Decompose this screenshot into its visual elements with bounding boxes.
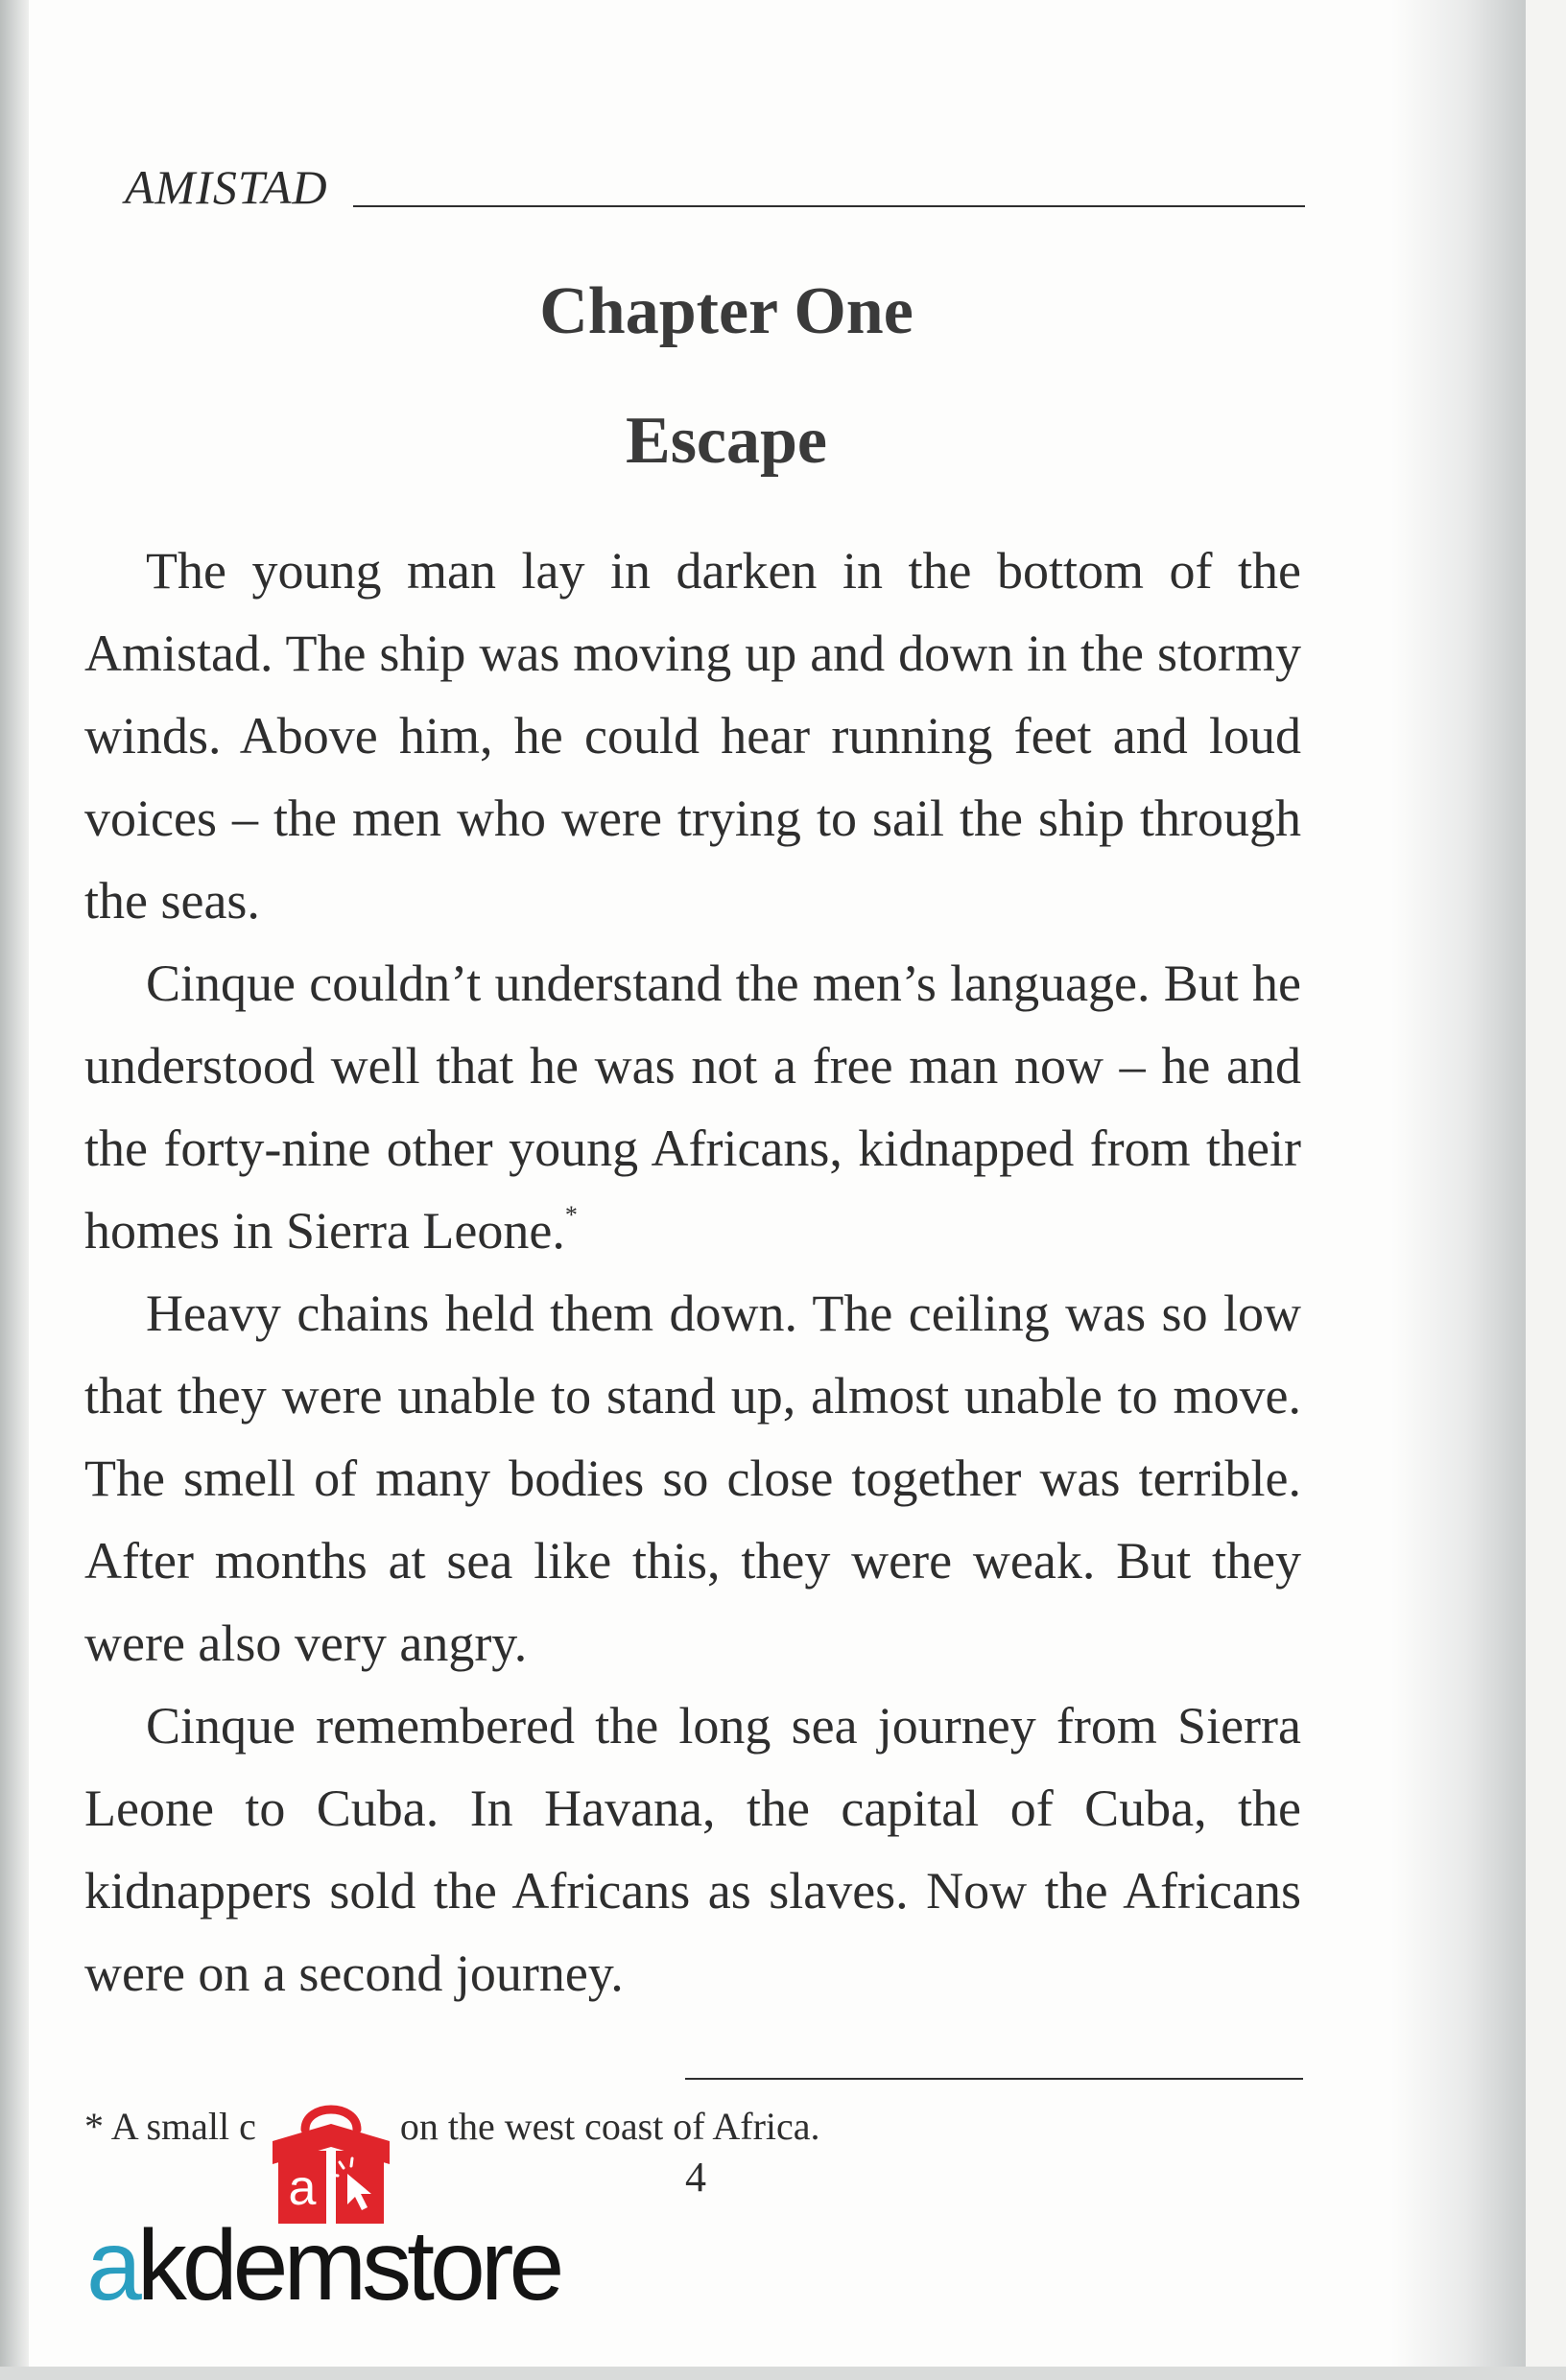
paragraph-1: The young man lay in darken in the bottom of the Amistad. The ship was moving up and down in the stormy winds. Above him, he could hear running feet and loud voices – the men who were trying to sail the ship through the seas. (84, 542, 1301, 930)
footnote-text-after: on the west coast of Africa. (390, 2105, 820, 2148)
page-number: 4 (685, 2154, 706, 2201)
chapter-title: Chapter One (539, 274, 914, 348)
body-text (84, 530, 1301, 2015)
svg-text:a: a (288, 2160, 317, 2216)
shopping-bag-book-icon (259, 2091, 403, 2226)
footnote-text-before: * A small c (84, 2105, 256, 2148)
header-rule (353, 205, 1305, 207)
akdemstore-watermark (86, 2091, 624, 2321)
running-header (125, 144, 1305, 214)
paragraph-2-text: Cinque couldn’t understand the men’s language. But he understood well that he was not a free man now – he and the forty-nine other young Africans, kidnapped from their homes in Sierra Leone. (84, 954, 1301, 1260)
akdemstore-wordmark (86, 2210, 560, 2321)
chapter-subtitle: Escape (626, 404, 827, 478)
page-right-shade (1391, 0, 1526, 2380)
footnote-rule (685, 2078, 1303, 2080)
paragraph-4: Cinque remembered the long sea journey from Sierra Leone to Cuba. In Havana, the capital of Cuba, the kidnappers sold the Africans as slaves. Now the Africans were on a second journey. (84, 1697, 1301, 2002)
running-title: AMISTAD (125, 160, 328, 214)
paragraph-3: Heavy chains held them down. The ceiling was so low that they were unable to stand up, almost unable to move. The smell of many bodies so close together was terrible. After months at sea like this, they were weak. But they were also very angry. (84, 1284, 1301, 1672)
wordmark-rest: kdemstore (136, 2210, 560, 2321)
page-bottom-edge (0, 2367, 1566, 2380)
paragraph-2 (84, 942, 1301, 1272)
page-left-edge (0, 0, 31, 2380)
wordmark-first-letter: a (86, 2210, 137, 2321)
footnote-marker: * (564, 1201, 578, 1229)
